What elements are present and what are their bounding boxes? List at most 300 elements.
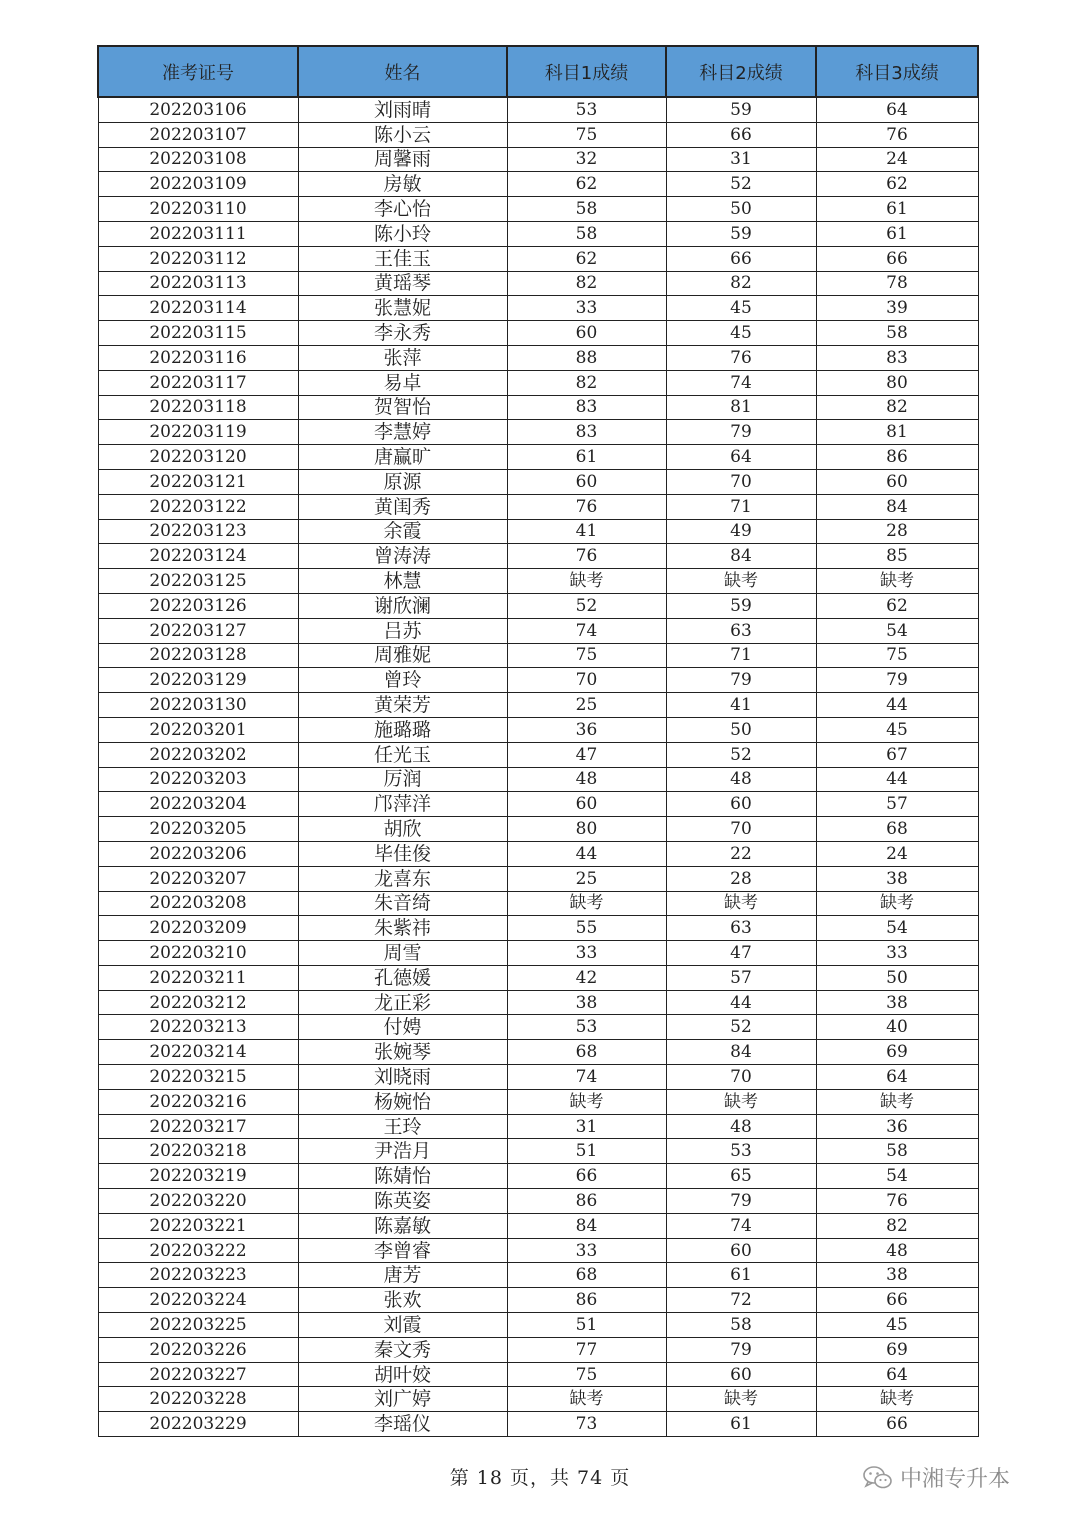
cell-subject2-score: 48 [666, 1114, 816, 1139]
cell-subject3-score: 64 [816, 97, 978, 122]
table-row [98, 1238, 978, 1263]
cell-subject3-score: 33 [816, 941, 978, 966]
cell-subject3-score: 62 [816, 593, 978, 618]
cell-exam-id: 202203114 [98, 296, 298, 321]
cell-subject2-score: 66 [666, 122, 816, 147]
cell-exam-id: 202203221 [98, 1213, 298, 1238]
cell-subject1-score: 25 [507, 693, 666, 718]
cell-exam-id: 202203205 [98, 817, 298, 842]
cell-subject1-score: 缺考 [507, 569, 666, 594]
table-row [98, 1337, 978, 1362]
cell-name: 王玲 [298, 1114, 507, 1139]
cell-subject1-score: 62 [507, 246, 666, 271]
cell-name: 刘霞 [298, 1313, 507, 1338]
cell-name: 朱音绮 [298, 891, 507, 916]
cell-exam-id: 202203207 [98, 866, 298, 891]
cell-exam-id: 202203112 [98, 246, 298, 271]
cell-name: 房敏 [298, 172, 507, 197]
cell-name: 曾玲 [298, 668, 507, 693]
cell-subject1-score: 82 [507, 271, 666, 296]
cell-name: 黄瑶琴 [298, 271, 507, 296]
cell-name: 刘晓雨 [298, 1065, 507, 1090]
cell-subject1-score: 76 [507, 494, 666, 519]
cell-subject3-score: 62 [816, 172, 978, 197]
cell-subject2-score: 71 [666, 643, 816, 668]
cell-exam-id: 202203219 [98, 1164, 298, 1189]
table-row [98, 494, 978, 519]
cell-name: 陈小玲 [298, 221, 507, 246]
table-row [98, 147, 978, 172]
table-row [98, 271, 978, 296]
table-row [98, 1164, 978, 1189]
table-row [98, 618, 978, 643]
cell-subject2-score: 49 [666, 519, 816, 544]
cell-subject3-score: 38 [816, 990, 978, 1015]
cell-exam-id: 202203217 [98, 1114, 298, 1139]
cell-subject2-score: 72 [666, 1288, 816, 1313]
table-row [98, 469, 978, 494]
cell-subject1-score: 60 [507, 792, 666, 817]
cell-subject3-score: 60 [816, 469, 978, 494]
table-row [98, 1065, 978, 1090]
cell-subject2-score: 53 [666, 1139, 816, 1164]
table-row [98, 693, 978, 718]
cell-exam-id: 202203123 [98, 519, 298, 544]
cell-name: 陈英姿 [298, 1189, 507, 1214]
table-row [98, 519, 978, 544]
watermark-text: 中湘专升本 [900, 1467, 1011, 1492]
cell-subject2-score: 缺考 [666, 1089, 816, 1114]
cell-name: 谢欣澜 [298, 593, 507, 618]
table-row [98, 172, 978, 197]
table-row [98, 941, 978, 966]
table-row [98, 569, 978, 594]
cell-name: 林慧 [298, 569, 507, 594]
cell-subject2-score: 70 [666, 1065, 816, 1090]
cell-subject3-score: 缺考 [816, 891, 978, 916]
cell-subject2-score: 63 [666, 916, 816, 941]
cell-subject3-score: 75 [816, 643, 978, 668]
cell-name: 李永秀 [298, 321, 507, 346]
table-row [98, 345, 978, 370]
cell-name: 秦文秀 [298, 1337, 507, 1362]
cell-subject1-score: 66 [507, 1164, 666, 1189]
cell-subject3-score: 44 [816, 693, 978, 718]
cell-name: 周雪 [298, 941, 507, 966]
cell-exam-id: 202203204 [98, 792, 298, 817]
table-row [98, 767, 978, 792]
cell-subject2-score: 70 [666, 469, 816, 494]
cell-subject2-score: 52 [666, 742, 816, 767]
table-row [98, 990, 978, 1015]
cell-subject1-score: 83 [507, 420, 666, 445]
cell-subject1-score: 55 [507, 916, 666, 941]
table-row [98, 1288, 978, 1313]
cell-subject3-score: 39 [816, 296, 978, 321]
cell-exam-id: 202203125 [98, 569, 298, 594]
cell-subject2-score: 50 [666, 717, 816, 742]
cell-exam-id: 202203206 [98, 841, 298, 866]
cell-exam-id: 202203215 [98, 1065, 298, 1090]
cell-subject1-score: 48 [507, 767, 666, 792]
cell-subject3-score: 66 [816, 1412, 978, 1437]
cell-subject1-score: 82 [507, 370, 666, 395]
cell-subject3-score: 缺考 [816, 1089, 978, 1114]
cell-subject3-score: 48 [816, 1238, 978, 1263]
cell-subject3-score: 67 [816, 742, 978, 767]
cell-subject1-score: 70 [507, 668, 666, 693]
cell-subject1-score: 52 [507, 593, 666, 618]
cell-subject3-score: 76 [816, 122, 978, 147]
cell-subject2-score: 66 [666, 246, 816, 271]
table-row [98, 370, 978, 395]
table-row [98, 792, 978, 817]
cell-subject3-score: 86 [816, 445, 978, 470]
cell-subject1-score: 41 [507, 519, 666, 544]
cell-subject2-score: 60 [666, 1238, 816, 1263]
cell-exam-id: 202203127 [98, 618, 298, 643]
table-row [98, 717, 978, 742]
cell-subject3-score: 45 [816, 717, 978, 742]
cell-name: 黄闺秀 [298, 494, 507, 519]
cell-subject2-score: 28 [666, 866, 816, 891]
table-row [98, 1189, 978, 1214]
cell-subject1-score: 77 [507, 1337, 666, 1362]
cell-exam-id: 202203211 [98, 965, 298, 990]
cell-name: 张婉琴 [298, 1040, 507, 1065]
cell-exam-id: 202203116 [98, 345, 298, 370]
cell-exam-id: 202203208 [98, 891, 298, 916]
cell-subject2-score: 82 [666, 271, 816, 296]
cell-subject1-score: 68 [507, 1263, 666, 1288]
table-row [98, 891, 978, 916]
table-row [98, 296, 978, 321]
cell-name: 易卓 [298, 370, 507, 395]
cell-name: 付娉 [298, 1015, 507, 1040]
cell-subject1-score: 47 [507, 742, 666, 767]
cell-subject1-score: 58 [507, 221, 666, 246]
table-row [98, 197, 978, 222]
cell-subject2-score: 45 [666, 296, 816, 321]
cell-subject3-score: 45 [816, 1313, 978, 1338]
cell-exam-id: 202203227 [98, 1362, 298, 1387]
table-row [98, 221, 978, 246]
table-row [98, 1263, 978, 1288]
cell-subject3-score: 85 [816, 544, 978, 569]
cell-subject2-score: 41 [666, 693, 816, 718]
cell-subject2-score: 47 [666, 941, 816, 966]
table-row [98, 1139, 978, 1164]
table-row [98, 544, 978, 569]
cell-subject1-score: 75 [507, 1362, 666, 1387]
cell-exam-id: 202203120 [98, 445, 298, 470]
cell-exam-id: 202203225 [98, 1313, 298, 1338]
cell-subject3-score: 80 [816, 370, 978, 395]
cell-subject2-score: 79 [666, 1337, 816, 1362]
cell-name: 任光玉 [298, 742, 507, 767]
cell-exam-id: 202203201 [98, 717, 298, 742]
table-row [98, 668, 978, 693]
cell-exam-id: 202203223 [98, 1263, 298, 1288]
cell-exam-id: 202203229 [98, 1412, 298, 1437]
cell-subject2-score: 31 [666, 147, 816, 172]
cell-exam-id: 202203209 [98, 916, 298, 941]
cell-subject2-score: 74 [666, 1213, 816, 1238]
cell-subject2-score: 缺考 [666, 569, 816, 594]
cell-subject1-score: 83 [507, 395, 666, 420]
cell-subject3-score: 24 [816, 147, 978, 172]
cell-subject3-score: 83 [816, 345, 978, 370]
cell-subject1-score: 61 [507, 445, 666, 470]
cell-subject2-score: 57 [666, 965, 816, 990]
table-row [98, 1015, 978, 1040]
cell-subject2-score: 63 [666, 618, 816, 643]
cell-subject3-score: 57 [816, 792, 978, 817]
cell-subject3-score: 54 [816, 916, 978, 941]
table-row [98, 643, 978, 668]
cell-exam-id: 202203117 [98, 370, 298, 395]
table-row [98, 1114, 978, 1139]
cell-name: 吕苏 [298, 618, 507, 643]
cell-exam-id: 202203126 [98, 593, 298, 618]
cell-subject2-score: 84 [666, 1040, 816, 1065]
cell-name: 毕佳俊 [298, 841, 507, 866]
cell-name: 李慧婷 [298, 420, 507, 445]
cell-exam-id: 202203213 [98, 1015, 298, 1040]
cell-subject1-score: 51 [507, 1139, 666, 1164]
page-footer: 第 18 页，共 74 页 [449, 1467, 631, 1489]
cell-name: 刘广婷 [298, 1387, 507, 1412]
cell-exam-id: 202203119 [98, 420, 298, 445]
cell-subject3-score: 缺考 [816, 569, 978, 594]
table-row [98, 1313, 978, 1338]
cell-subject3-score: 38 [816, 866, 978, 891]
cell-subject3-score: 54 [816, 618, 978, 643]
table-row [98, 817, 978, 842]
table-row [98, 866, 978, 891]
cell-subject1-score: 76 [507, 544, 666, 569]
table-row [98, 246, 978, 271]
cell-name: 贺智怡 [298, 395, 507, 420]
cell-subject3-score: 缺考 [816, 1387, 978, 1412]
cell-subject2-score: 81 [666, 395, 816, 420]
cell-subject2-score: 61 [666, 1412, 816, 1437]
cell-exam-id: 202203216 [98, 1089, 298, 1114]
cell-subject3-score: 54 [816, 1164, 978, 1189]
cell-subject2-score: 缺考 [666, 1387, 816, 1412]
cell-exam-id: 202203214 [98, 1040, 298, 1065]
cell-exam-id: 202203107 [98, 122, 298, 147]
header-name: 姓名 [298, 46, 507, 97]
cell-subject2-score: 44 [666, 990, 816, 1015]
cell-subject3-score: 79 [816, 668, 978, 693]
watermark [862, 1462, 1010, 1493]
cell-subject1-score: 75 [507, 122, 666, 147]
cell-subject2-score: 65 [666, 1164, 816, 1189]
wechat-icon [862, 1465, 894, 1491]
cell-exam-id: 202203106 [98, 97, 298, 122]
cell-subject3-score: 81 [816, 420, 978, 445]
cell-exam-id: 202203118 [98, 395, 298, 420]
cell-exam-id: 202203203 [98, 767, 298, 792]
cell-exam-id: 202203110 [98, 197, 298, 222]
cell-exam-id: 202203222 [98, 1238, 298, 1263]
cell-name: 胡欣 [298, 817, 507, 842]
cell-name: 朱紫祎 [298, 916, 507, 941]
cell-subject3-score: 69 [816, 1337, 978, 1362]
table-row [98, 841, 978, 866]
cell-subject3-score: 61 [816, 221, 978, 246]
cell-subject3-score: 50 [816, 965, 978, 990]
cell-exam-id: 202203218 [98, 1139, 298, 1164]
header-subject1-score: 科目1成绩 [507, 46, 666, 97]
cell-name: 李曾睿 [298, 1238, 507, 1263]
table-row [98, 1362, 978, 1387]
cell-name: 李心怡 [298, 197, 507, 222]
cell-exam-id: 202203128 [98, 643, 298, 668]
cell-name: 邝萍洋 [298, 792, 507, 817]
cell-subject2-score: 61 [666, 1263, 816, 1288]
cell-subject1-score: 38 [507, 990, 666, 1015]
cell-subject1-score: 42 [507, 965, 666, 990]
cell-name: 张慧妮 [298, 296, 507, 321]
cell-subject1-score: 68 [507, 1040, 666, 1065]
cell-name: 孔德媛 [298, 965, 507, 990]
cell-name: 陈小云 [298, 122, 507, 147]
cell-subject2-score: 84 [666, 544, 816, 569]
cell-subject1-score: 62 [507, 172, 666, 197]
cell-subject1-score: 60 [507, 469, 666, 494]
table-row [98, 321, 978, 346]
cell-subject1-score: 33 [507, 941, 666, 966]
cell-subject1-score: 53 [507, 1015, 666, 1040]
cell-name: 黄荣芳 [298, 693, 507, 718]
cell-subject3-score: 82 [816, 395, 978, 420]
table-header-row [98, 46, 978, 97]
cell-subject1-score: 44 [507, 841, 666, 866]
cell-subject2-score: 70 [666, 817, 816, 842]
score-table [97, 45, 979, 1437]
cell-subject1-score: 60 [507, 321, 666, 346]
cell-name: 陈嘉敏 [298, 1213, 507, 1238]
cell-subject2-score: 74 [666, 370, 816, 395]
cell-subject2-score: 71 [666, 494, 816, 519]
cell-subject2-score: 64 [666, 445, 816, 470]
cell-subject1-score: 73 [507, 1412, 666, 1437]
cell-name: 王佳玉 [298, 246, 507, 271]
cell-exam-id: 202203121 [98, 469, 298, 494]
cell-subject2-score: 缺考 [666, 891, 816, 916]
cell-name: 周雅妮 [298, 643, 507, 668]
cell-subject3-score: 78 [816, 271, 978, 296]
cell-subject2-score: 76 [666, 345, 816, 370]
cell-subject3-score: 24 [816, 841, 978, 866]
table-row [98, 395, 978, 420]
cell-name: 余霞 [298, 519, 507, 544]
header-subject2-score: 科目2成绩 [666, 46, 816, 97]
cell-subject3-score: 84 [816, 494, 978, 519]
cell-name: 厉润 [298, 767, 507, 792]
cell-subject2-score: 58 [666, 1313, 816, 1338]
cell-name: 尹浩月 [298, 1139, 507, 1164]
cell-subject2-score: 79 [666, 668, 816, 693]
cell-subject1-score: 74 [507, 1065, 666, 1090]
cell-name: 周馨雨 [298, 147, 507, 172]
cell-subject1-score: 86 [507, 1288, 666, 1313]
cell-exam-id: 202203111 [98, 221, 298, 246]
cell-subject3-score: 66 [816, 1288, 978, 1313]
cell-subject1-score: 33 [507, 296, 666, 321]
cell-subject1-score: 75 [507, 643, 666, 668]
table-row [98, 1387, 978, 1412]
cell-subject1-score: 缺考 [507, 891, 666, 916]
table-row [98, 1089, 978, 1114]
cell-exam-id: 202203212 [98, 990, 298, 1015]
cell-subject3-score: 82 [816, 1213, 978, 1238]
table-row [98, 916, 978, 941]
cell-subject3-score: 68 [816, 817, 978, 842]
cell-subject3-score: 58 [816, 321, 978, 346]
header-exam-id: 准考证号 [98, 46, 298, 97]
cell-exam-id: 202203113 [98, 271, 298, 296]
table-body [98, 97, 978, 1437]
cell-name: 原源 [298, 469, 507, 494]
header-subject3-score: 科目3成绩 [816, 46, 978, 97]
cell-subject3-score: 61 [816, 197, 978, 222]
cell-subject3-score: 76 [816, 1189, 978, 1214]
cell-subject1-score: 80 [507, 817, 666, 842]
cell-subject2-score: 48 [666, 767, 816, 792]
cell-subject3-score: 44 [816, 767, 978, 792]
cell-exam-id: 202203220 [98, 1189, 298, 1214]
cell-name: 刘雨晴 [298, 97, 507, 122]
cell-subject2-score: 60 [666, 792, 816, 817]
cell-exam-id: 202203109 [98, 172, 298, 197]
cell-exam-id: 202203224 [98, 1288, 298, 1313]
cell-subject1-score: 88 [507, 345, 666, 370]
cell-subject1-score: 33 [507, 1238, 666, 1263]
cell-subject2-score: 59 [666, 221, 816, 246]
cell-subject3-score: 38 [816, 1263, 978, 1288]
cell-subject1-score: 53 [507, 97, 666, 122]
cell-name: 李瑶仪 [298, 1412, 507, 1437]
cell-subject2-score: 79 [666, 420, 816, 445]
cell-subject1-score: 缺考 [507, 1089, 666, 1114]
table-row [98, 122, 978, 147]
cell-name: 龙喜东 [298, 866, 507, 891]
cell-subject1-score: 25 [507, 866, 666, 891]
cell-exam-id: 202203226 [98, 1337, 298, 1362]
cell-subject2-score: 50 [666, 197, 816, 222]
cell-exam-id: 202203130 [98, 693, 298, 718]
cell-subject3-score: 66 [816, 246, 978, 271]
table-row [98, 1040, 978, 1065]
cell-exam-id: 202203115 [98, 321, 298, 346]
cell-subject1-score: 32 [507, 147, 666, 172]
cell-name: 胡叶姣 [298, 1362, 507, 1387]
table-row [98, 1213, 978, 1238]
cell-name: 龙正彩 [298, 990, 507, 1015]
cell-name: 杨婉怡 [298, 1089, 507, 1114]
cell-subject3-score: 28 [816, 519, 978, 544]
cell-name: 施璐璐 [298, 717, 507, 742]
cell-subject3-score: 64 [816, 1362, 978, 1387]
cell-name: 曾涛涛 [298, 544, 507, 569]
cell-subject1-score: 缺考 [507, 1387, 666, 1412]
cell-subject2-score: 79 [666, 1189, 816, 1214]
cell-subject2-score: 59 [666, 97, 816, 122]
cell-subject2-score: 59 [666, 593, 816, 618]
